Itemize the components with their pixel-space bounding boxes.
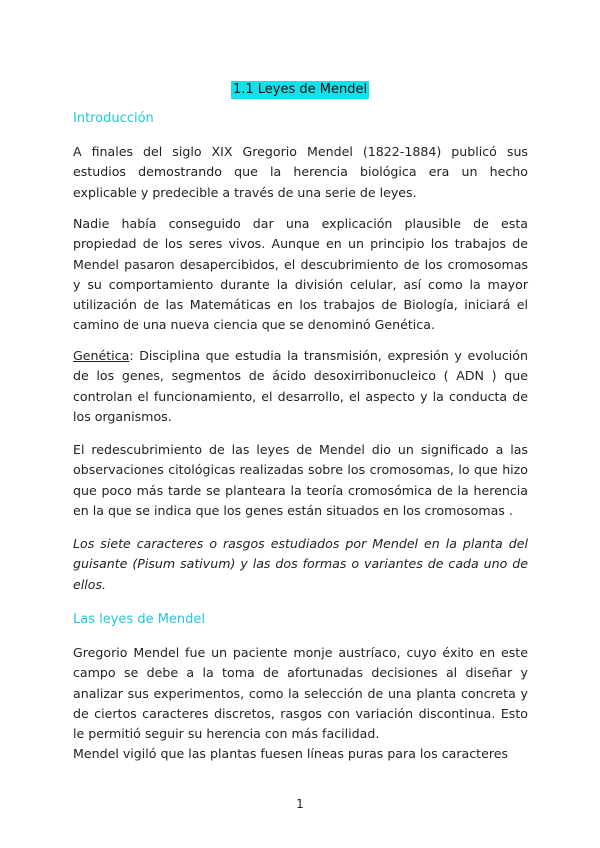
document-title: 1.1 Leyes de Mendel — [232, 82, 368, 97]
page-number: 1 — [296, 797, 304, 811]
paragraph-genetica-definition — [73, 346, 528, 427]
paragraph-rediscovery: El redescubrimiento de las leyes de Mendel dio un significado a las observaciones citológicas realizadas sobre los cromosomas, lo que hizo que poco más tarde se planteara la teoría cromosómica de la herencia en la que se indica que los genes están situados en los cromosomas . — [73, 442, 528, 518]
section-heading-introduccion: Introducción — [73, 111, 154, 126]
paragraph-mendel-monk: Gregorio Mendel fue un paciente monje austríaco, cuyo éxito en este campo se debe a la toma de afortunadas decisiones al diseñar y analizar sus experimentos, como la selección de una planta concreta y de ciertos caracteres discretos, rasgos con variación discontinua. Esto le permitió seguir su herencia con más facilidad. — [73, 645, 528, 742]
term-genetica: Genética — [73, 348, 130, 363]
paragraph-intro: A finales del siglo XIX Gregorio Mendel (1822-1884) publicó sus estudios demostrando que la herencia biológica era un hecho explicable y predecible a través de una serie de leyes. — [73, 144, 528, 200]
paragraph-caption-italic: Los siete caracteres o rasgos estudiados por Mendel en la planta del guisante (Pisum sativum) y las dos formas o variantes de cada uno de ellos. — [73, 536, 528, 592]
paragraph-history: Nadie había conseguido dar una explicación plausible de esta propiedad de los seres vivos. Aunque en un principio los trabajos de Mendel pasaron desapercibidos, el descubrimiento de los cromosomas y su comportamiento durante la división celular, así como la mayor utilización de las Matemáticas en los trabajos de Biología, iniciará el camino de una nueva ciencia que se denominó Genética. — [73, 216, 528, 333]
title-container — [0, 78, 600, 99]
definition-text: : Disciplina que estudia la transmisión, expresión y evolución de los genes, segmentos de ácido desoxirribonucleico ( ADN ) que controlan el funcionamiento, el desarrollo, el aspecto y la conducta de los organismos. — [73, 348, 528, 424]
section-heading-leyes: Las leyes de Mendel — [73, 612, 206, 627]
paragraph-pure-lines: Mendel vigiló que las plantas fuesen líneas puras para los caracteres — [73, 746, 509, 761]
